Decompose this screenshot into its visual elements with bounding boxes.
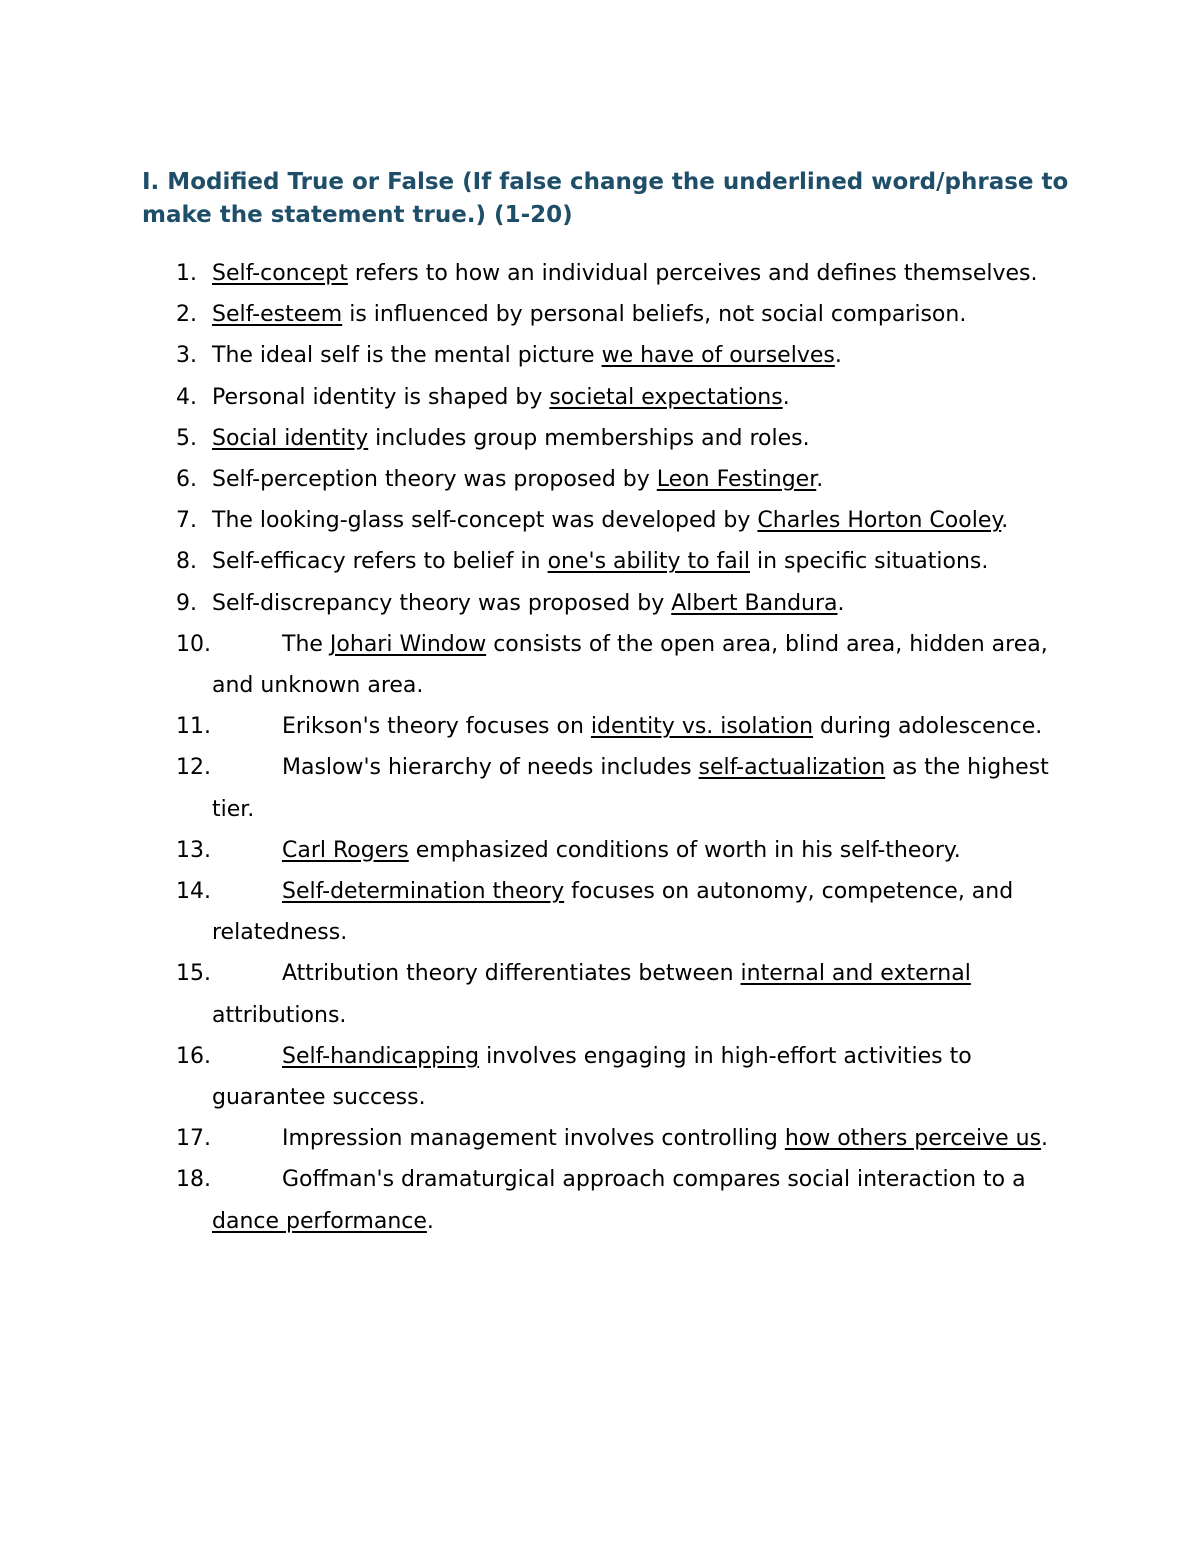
question-item	[142, 294, 1072, 335]
statement-text: refers to how an individual perceives and defines themselves.	[347, 261, 1038, 286]
question-item	[142, 624, 1072, 706]
question-number: 17.	[176, 1126, 211, 1152]
statement-text: in specific situations.	[750, 549, 989, 575]
underlined-phrase: we have of ourselves	[601, 343, 835, 369]
statement-text: during adolescence.	[813, 714, 1043, 740]
statement-text: Goffman's dramaturgical approach compares social interaction to a	[282, 1167, 1026, 1193]
question-item	[142, 706, 1072, 747]
question-number: 3.	[176, 343, 197, 369]
underlined-phrase: Leon Festinger	[656, 467, 817, 493]
question-list	[142, 253, 1072, 1242]
question-number: 1.	[176, 261, 197, 286]
question-item	[142, 1118, 1072, 1159]
underlined-phrase: Charles Horton Cooley	[757, 508, 1002, 534]
question-item	[142, 747, 1072, 829]
question-item	[142, 1159, 1072, 1241]
statement-text: .	[782, 384, 790, 410]
underlined-phrase: Self-concept	[212, 261, 348, 286]
question-item	[142, 830, 1072, 871]
statement-text: is influenced by personal beliefs, not social comparison.	[342, 302, 967, 328]
statement-text: emphasized conditions of worth in his self-theory.	[408, 837, 961, 863]
underlined-phrase: Carl Rogers	[282, 837, 409, 863]
statement-text: Personal identity is shaped by	[212, 384, 550, 410]
statement-text: .	[1041, 1126, 1049, 1152]
underlined-phrase: how others perceive us	[784, 1126, 1042, 1152]
underlined-phrase: Albert Bandura	[671, 590, 838, 616]
statement-text: The ideal self is the mental picture	[212, 343, 602, 369]
question-number: 16.	[176, 1043, 211, 1069]
underlined-phrase: Self-handicapping	[282, 1043, 480, 1069]
question-number: 2.	[176, 302, 197, 328]
question-number: 5.	[176, 425, 197, 451]
underlined-phrase: societal expectations	[549, 384, 783, 410]
statement-text: The	[282, 631, 330, 657]
statement-text: Maslow's hierarchy of needs includes	[282, 755, 699, 781]
statement-text: Self-discrepancy theory was proposed by	[212, 590, 672, 616]
question-item	[142, 871, 1072, 953]
statement-text: Attribution theory differentiates between	[282, 961, 741, 987]
underlined-phrase: Self-esteem	[212, 302, 343, 328]
question-item	[142, 500, 1072, 541]
underlined-phrase: one's ability to fail	[547, 549, 750, 575]
underlined-phrase: Johari Window	[329, 631, 487, 657]
question-number: 4.	[176, 384, 197, 410]
underlined-phrase: internal and external	[740, 961, 971, 987]
question-number: 12.	[176, 755, 211, 781]
question-item	[142, 953, 1072, 1035]
question-number: 7.	[176, 508, 197, 534]
question-number: 13.	[176, 837, 211, 863]
underlined-phrase: identity vs. isolation	[590, 714, 814, 740]
statement-text: includes group memberships and roles.	[368, 425, 810, 451]
question-number: 6.	[176, 467, 197, 493]
section-heading: I. Modified True or False (If false change the underlined word/phrase to make the statement true.) (1-20)	[142, 169, 1069, 228]
statement-text: .	[426, 1208, 434, 1234]
statement-text: consists of the open area, blind area, hidden area, and unknown area.	[212, 631, 1048, 699]
statement-text: involves engaging in high-effort activities to guarantee success.	[212, 1043, 972, 1111]
question-number: 18.	[176, 1167, 211, 1193]
statement-text: .	[837, 590, 845, 616]
question-item	[142, 335, 1072, 376]
statement-text: Erikson's theory focuses on	[282, 714, 591, 740]
question-number: 15.	[176, 961, 211, 987]
question-item	[142, 253, 1072, 294]
question-item	[142, 583, 1072, 624]
question-number: 8.	[176, 549, 197, 575]
question-item	[142, 459, 1072, 500]
statement-text: The looking-glass self-concept was developed by	[212, 508, 758, 534]
question-item	[142, 418, 1072, 459]
underlined-phrase: Social identity	[212, 425, 369, 451]
statement-text: Impression management involves controlling	[282, 1126, 785, 1152]
question-number: 9.	[176, 590, 197, 616]
statement-text: Self-perception theory was proposed by	[212, 467, 657, 493]
statement-text: .	[834, 343, 842, 369]
statement-text: .	[816, 467, 824, 493]
question-item	[142, 377, 1072, 418]
statement-text: attributions.	[212, 1002, 347, 1028]
question-number: 11.	[176, 714, 211, 740]
statement-text: as the highest tier.	[212, 755, 1049, 822]
statement-text: Self-efficacy refers to belief in	[212, 549, 548, 575]
underlined-phrase: dance performance	[212, 1208, 427, 1234]
statement-text: focuses on autonomy, competence, and relatedness.	[212, 879, 1014, 946]
question-item	[142, 541, 1072, 582]
question-number: 14.	[176, 879, 211, 905]
question-item	[142, 1036, 1072, 1118]
statement-text: .	[1001, 508, 1009, 534]
underlined-phrase: Self-determination theory	[282, 879, 565, 905]
question-number: 10.	[176, 631, 211, 657]
underlined-phrase: self-actualization	[698, 755, 886, 781]
